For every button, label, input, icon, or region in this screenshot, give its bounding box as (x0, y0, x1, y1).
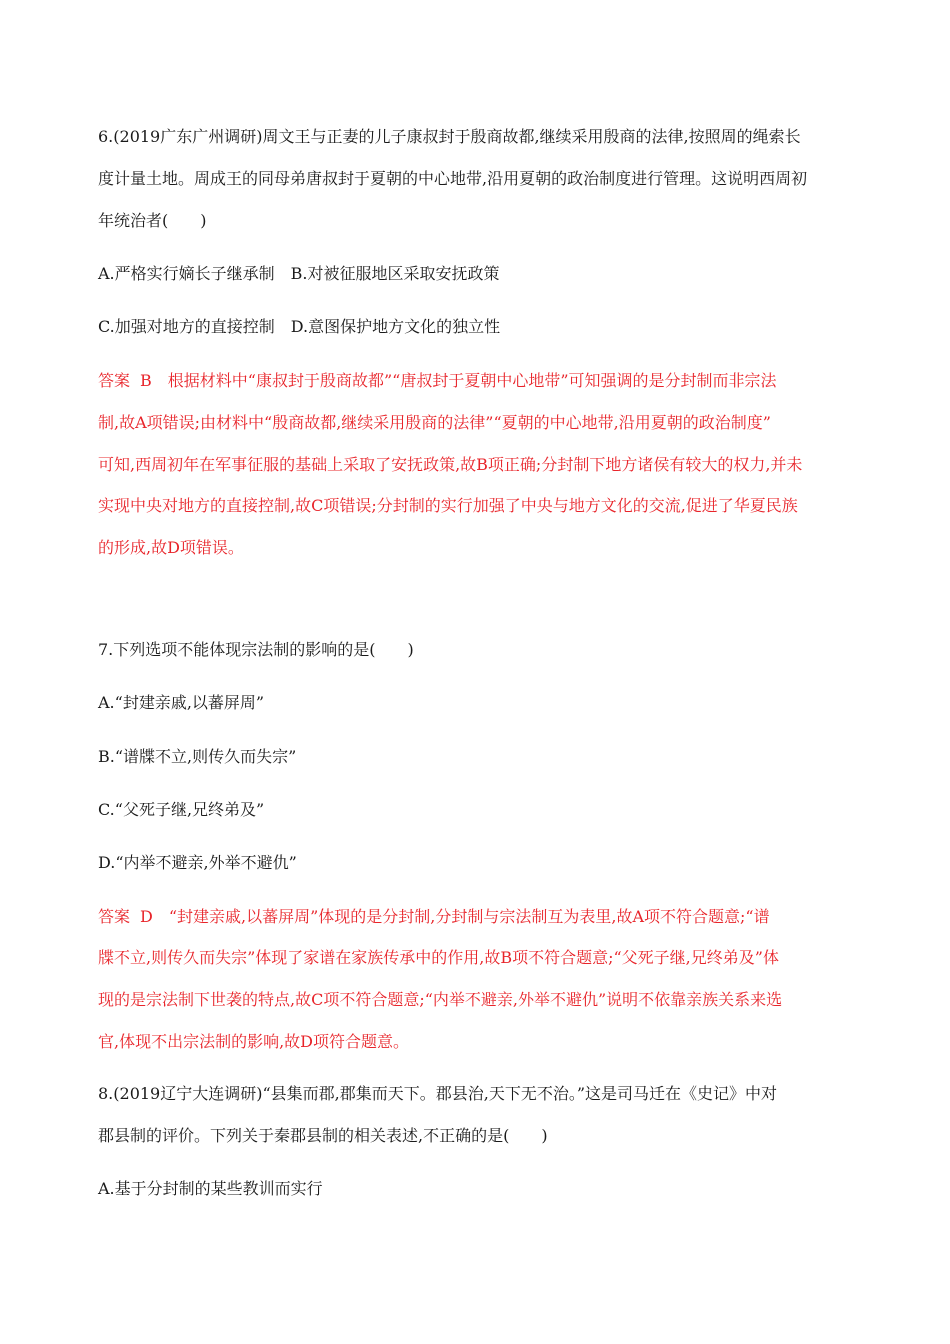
q6-stem-line-2: 度计量土地。周成王的同母弟唐叔封于夏朝的中心地带,沿用夏朝的政治制度进行管理。这说明西周初 (98, 169, 808, 188)
answer-explanation: “封建亲戚,以蕃屏周”体现的是分封制,分封制与宗法制互为表里,故A项不符合题意;“谱 (168, 907, 770, 926)
answer-explanation: 根据材料中“康叔封于殷商故都”“唐叔封于夏朝中心地带”可知强调的是分封制而非宗法 (167, 371, 777, 390)
answer-choice: B (140, 371, 152, 390)
answer-choice: D (140, 907, 153, 926)
q7-option-a: A.“封建亲戚,以蕃屏周” (98, 693, 265, 712)
q6-answer-line-4: 实现中央对地方的直接控制,故C项错误;分封制的实行加强了中央与地方文化的交流,促进了华夏民族 (98, 496, 798, 515)
q6-stem-line-1: 6.(2019广东广州调研)周文王与正妻的儿子康叔封于殷商故都,继续采用殷商的法律,按照周的绳索长 (98, 127, 801, 146)
q7-stem: 7.下列选项不能体现宗法制的影响的是( ) (98, 640, 414, 659)
q6-answer-line-1 (98, 370, 777, 392)
q8-option-a: A.基于分封制的某些教训而实行 (98, 1179, 323, 1198)
q6-answer-line-3: 可知,西周初年在军事征服的基础上采取了安抚政策,故B项正确;分封制下地方诸侯有较大的权力,并未 (98, 455, 803, 474)
answer-label: 答案 (98, 907, 131, 926)
q7-answer-line-1 (98, 906, 770, 928)
q6-stem-line-3: 年统治者( ) (98, 211, 207, 230)
q7-option-c: C.“父死子继,兄终弟及” (98, 800, 265, 819)
q7-answer-line-3: 现的是宗法制下世袭的特点,故C项不符合题意;“内举不避亲,外举不避仇”说明不依靠亲族关系来选 (98, 990, 783, 1009)
q7-option-b: B.“谱牒不立,则传久而失宗” (98, 747, 297, 766)
q8-stem-line-2: 郡县制的评价。下列关于秦郡县制的相关表述,不正确的是( ) (98, 1126, 548, 1145)
q7-option-d: D.“内举不避亲,外举不避仇” (98, 853, 297, 872)
q6-options-line-1: A.严格实行嫡长子继承制 B.对被征服地区采取安抚政策 (98, 264, 500, 283)
q6-answer-line-5: 的形成,故D项错误。 (98, 538, 244, 557)
q7-answer-line-4: 官,体现不出宗法制的影响,故D项符合题意。 (98, 1032, 410, 1051)
q6-answer-line-2: 制,故A项错误;由材料中“殷商故都,继续采用殷商的法律”“夏朝的中心地带,沿用夏朝的政治制度” (98, 413, 771, 432)
answer-label: 答案 (98, 371, 131, 390)
q8-stem-line-1: 8.(2019辽宁大连调研)“县集而郡,郡集而天下。郡县治,天下无不治。”这是司马迁在《史记》中对 (98, 1084, 778, 1103)
q7-answer-line-2: 牒不立,则传久而失宗”体现了家谱在家族传承中的作用,故B项不符合题意;“父死子继,兄终弟及”体 (98, 948, 779, 967)
q6-options-line-2: C.加强对地方的直接控制 D.意图保护地方文化的独立性 (98, 317, 501, 336)
